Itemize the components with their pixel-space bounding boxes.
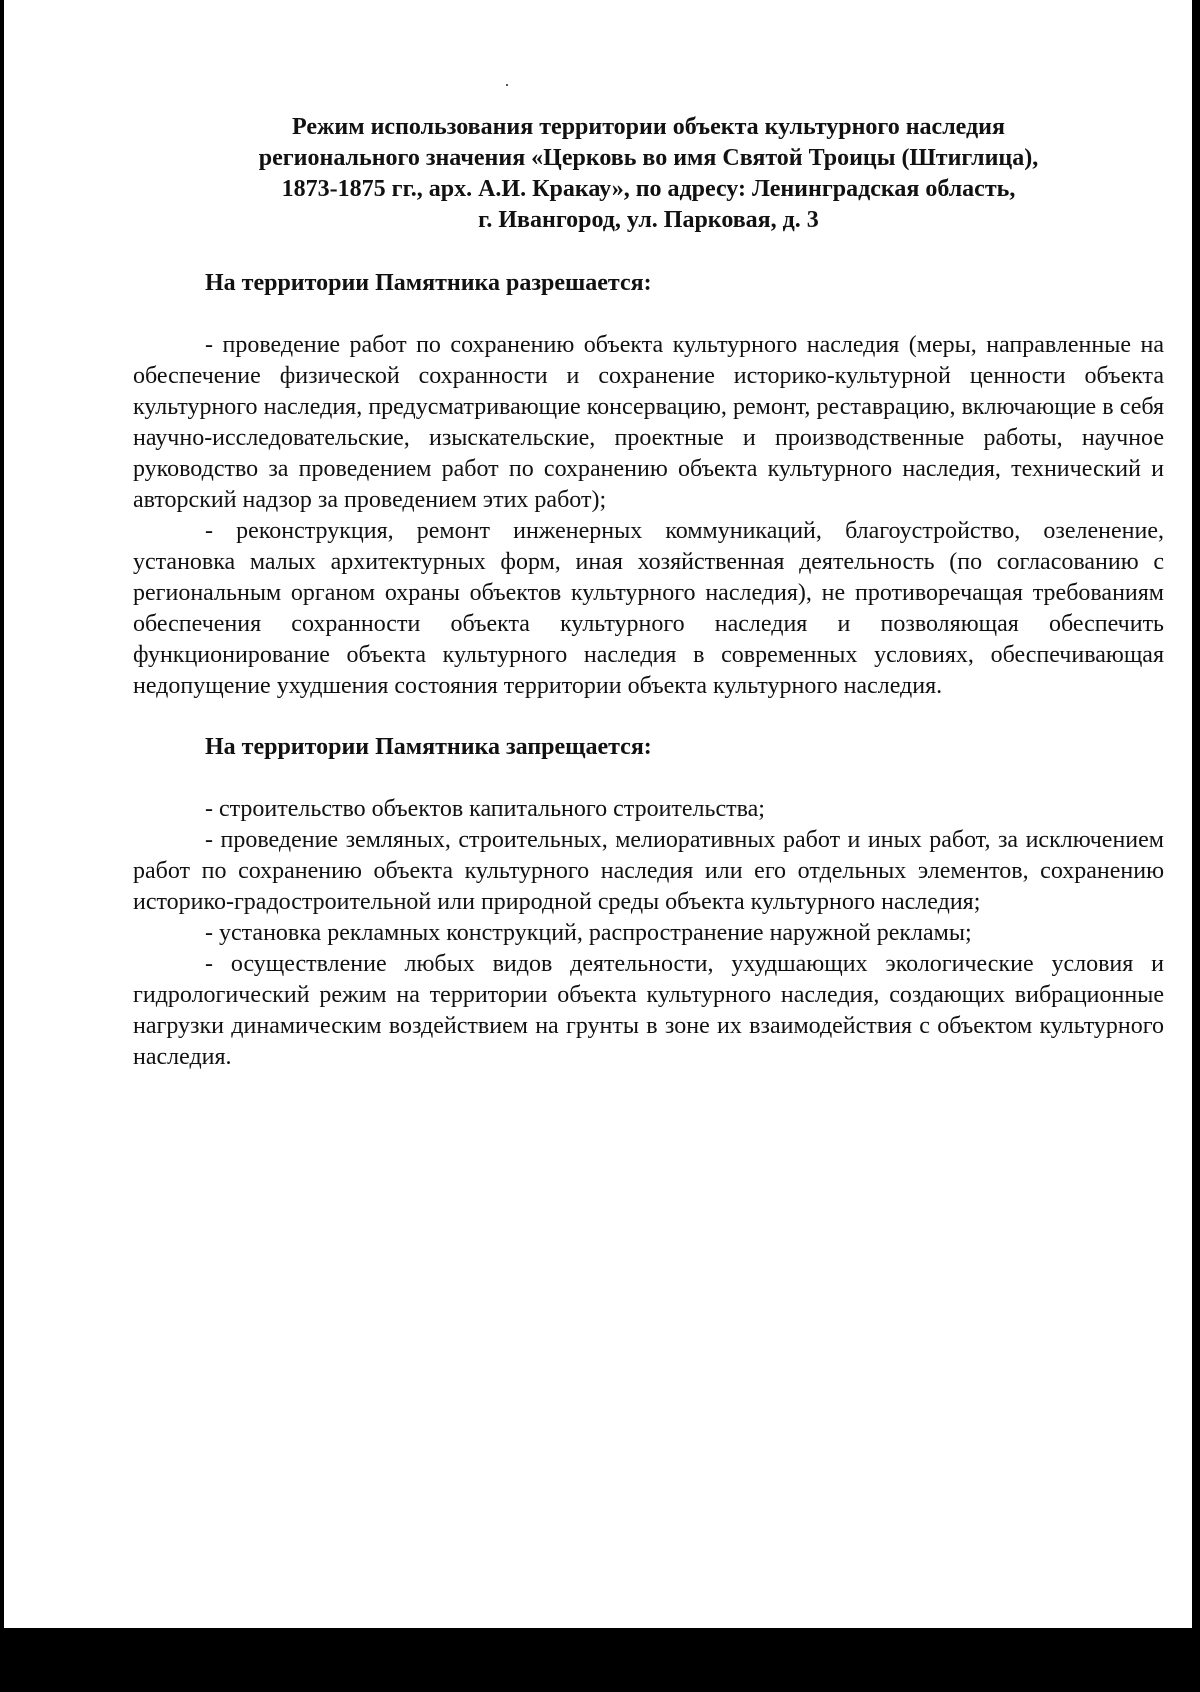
title-line: Режим использования территории объекта культурного наследия bbox=[292, 114, 1005, 140]
scan-left-edge bbox=[0, 0, 4, 1692]
forbidden-item: - установка рекламных конструкций, распространение наружной рекламы; bbox=[205, 920, 972, 946]
document-page bbox=[133, 112, 1164, 1073]
title-line: регионального значения «Церковь во имя Святой Троицы (Штиглица), bbox=[258, 145, 1039, 171]
document-title bbox=[133, 112, 1164, 236]
forbidden-item: - осуществление любых видов деятельности, ухудшающих экологические условия и гидрологический режим на территории объекта культурного наследия, создающих вибрационные нагрузки динамическим воздействием на грунты в зоне их взаимодействия с объектом культурного наследия. bbox=[133, 951, 1164, 1070]
title-line: 1873-1875 гг., арх. А.И. Кракау», по адресу: Ленинградская область, bbox=[281, 176, 1016, 202]
forbidden-item: - строительство объектов капитального строительства; bbox=[205, 796, 765, 822]
allowed-heading: На территории Памятника разрешается: bbox=[205, 270, 652, 296]
scan-right-edge bbox=[1192, 0, 1200, 1692]
forbidden-heading: На территории Памятника запрещается: bbox=[205, 734, 652, 760]
allowed-item: - реконструкция, ремонт инженерных коммуникаций, благоустройство, озеленение, установка малых архитектурных форм, иная хозяйственная деятельность (по согласованию с региональным органом охраны объектов культурного наследия), не противоречащая требованиям обеспечения сохранности объекта культурного наследия и позволяющая обеспечить функционирование объекта культурного наследия в современных условиях, обеспечивающая недопущение ухудшения состояния территории объекта культурного наследия. bbox=[133, 518, 1164, 699]
scan-bottom-band bbox=[0, 1628, 1200, 1692]
forbidden-item: - проведение земляных, строительных, мелиоративных работ и иных работ, за исключением работ по сохранению объекта культурного наследия или его отдельных элементов, сохранению историко-градостроительной или природной среды объекта культурного наследия; bbox=[133, 827, 1164, 915]
allowed-item: - проведение работ по сохранению объекта культурного наследия (меры, направленные на обеспечение физической сохранности и сохранение историко-культурной ценности объекта культурного наследия, предусматривающие консервацию, ремонт, реставрацию, включающие в себя научно-исследовательские, изыскательские, проектные и производственные работы, научное руководство за проведением работ по сохранению объекта культурного наследия, технический и авторский надзор за проведением этих работ); bbox=[133, 332, 1164, 513]
scan-speck bbox=[506, 84, 508, 86]
title-line: г. Ивангород, ул. Парковая, д. 3 bbox=[478, 207, 819, 233]
